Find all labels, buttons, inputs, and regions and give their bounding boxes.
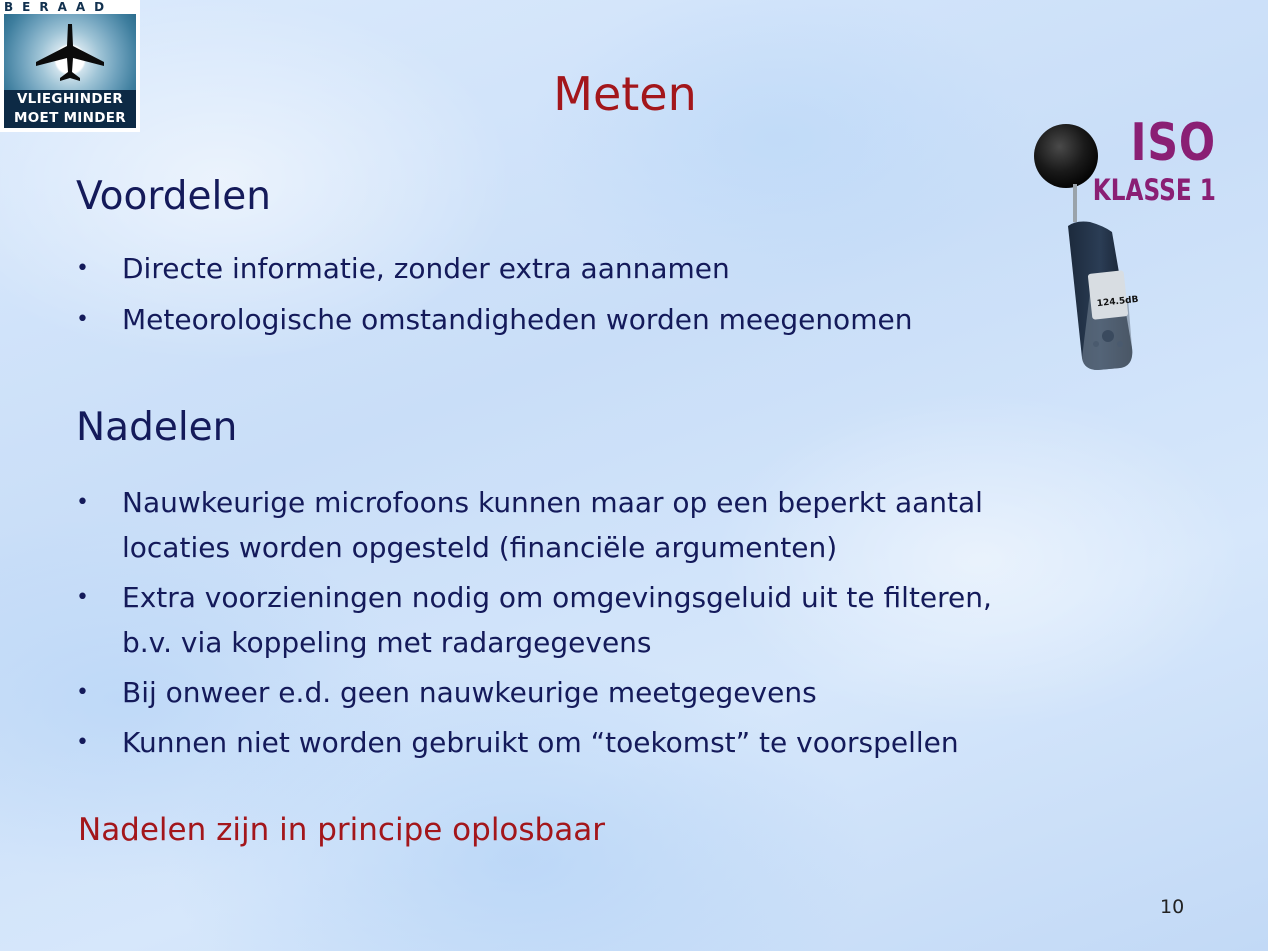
list-item-text-continued: locaties worden opgesteld (financiële argumenten): [122, 531, 838, 564]
list-item: [76, 720, 992, 765]
logo-line-2: MOET MINDER: [4, 109, 136, 128]
voordelen-list: [76, 246, 912, 348]
list-item: [76, 480, 992, 570]
nadelen-list: [76, 480, 992, 770]
slide-title: Meten: [553, 67, 697, 121]
logo-top-text: BERAAD: [4, 0, 114, 14]
page-number: 10: [1160, 896, 1185, 918]
bullet-icon: •: [76, 307, 89, 332]
bullet-icon: •: [76, 490, 89, 515]
list-item-text: Meteorologische omstandigheden worden meegenomen: [122, 303, 913, 336]
nadelen-heading: Nadelen: [76, 405, 238, 450]
list-item-text: Kunnen niet worden gebruikt om “toekomst” te voorspellen: [122, 726, 959, 759]
list-item: [76, 246, 912, 291]
list-item-text: Extra voorzieningen nodig om omgevingsgeluid uit te filteren,: [122, 581, 992, 614]
list-item: [76, 575, 992, 665]
list-item-text: Nauwkeurige microfoons kunnen maar op een beperkt aantal: [122, 486, 983, 519]
list-item-text: Directe informatie, zonder extra aannamen: [122, 252, 730, 285]
list-item: [76, 670, 992, 715]
list-item-text-continued: b.v. via koppeling met radargegevens: [122, 626, 652, 659]
bullet-icon: •: [76, 730, 89, 755]
conclusion-text: Nadelen zijn in principe oplosbaar: [78, 812, 605, 848]
voordelen-heading: Voordelen: [76, 174, 272, 219]
list-item-text: Bij onweer e.d. geen nauwkeurige meetgegevens: [122, 676, 817, 709]
list-item: [76, 297, 912, 342]
bullet-icon: •: [76, 256, 89, 281]
bullet-icon: •: [76, 585, 89, 610]
iso-badge-sub: KLASSE 1: [1092, 173, 1216, 207]
meter-display-text: 124.5dB: [1096, 294, 1139, 310]
bullet-icon: •: [76, 680, 89, 705]
sound-level-meter-image: [1028, 122, 1140, 374]
iso-badge-main: ISO: [1130, 113, 1216, 173]
logo-line-1: VLIEGHINDER: [4, 90, 136, 109]
